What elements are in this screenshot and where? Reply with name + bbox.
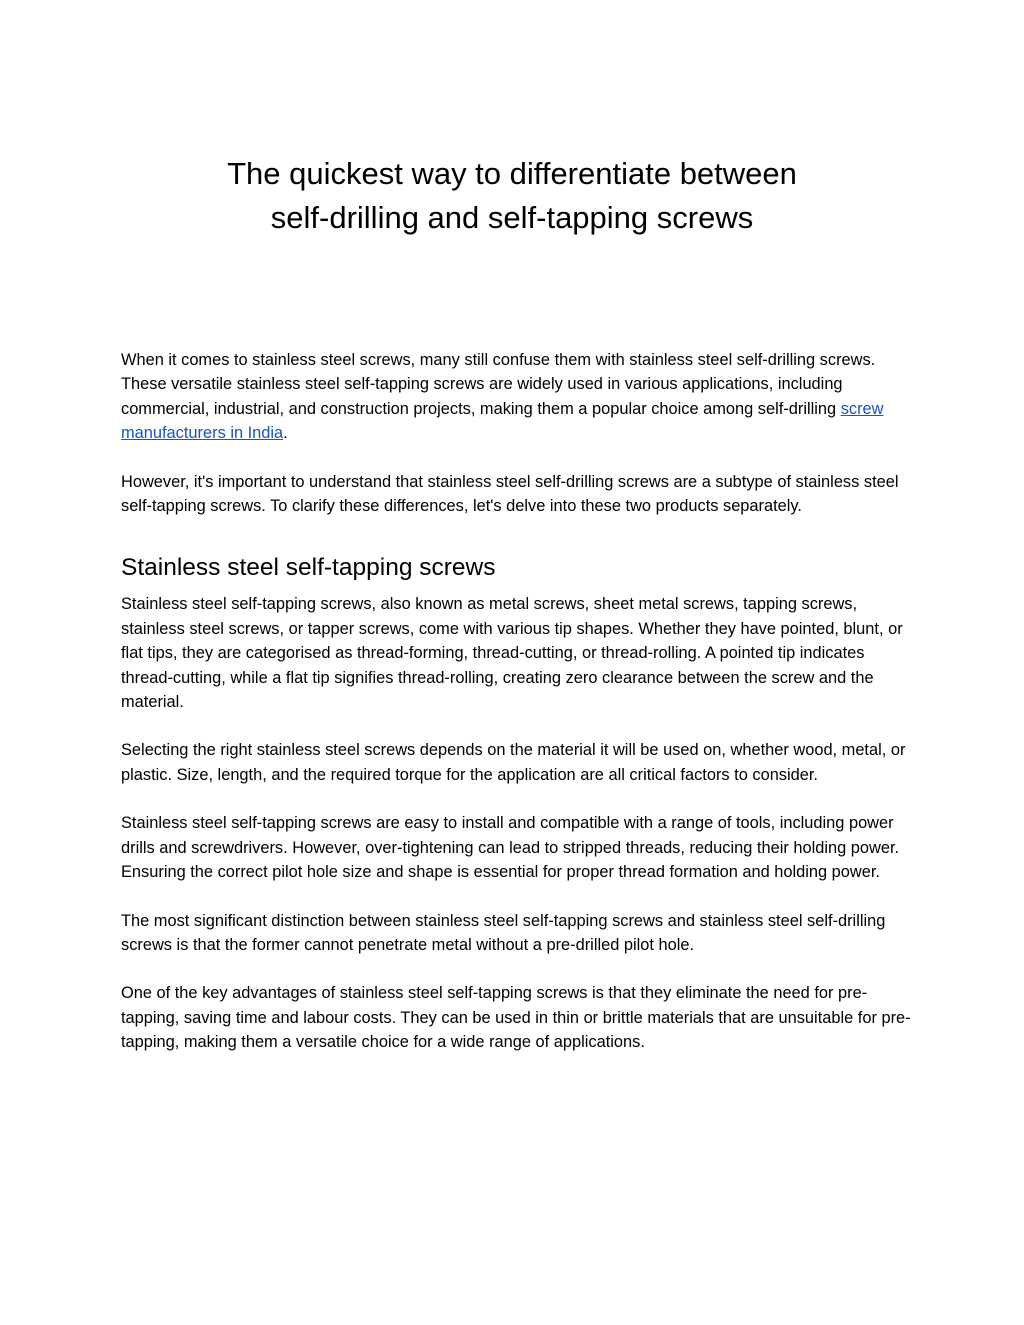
- section-paragraph-selection: Selecting the right stainless steel screws depends on the material it will be used on, whether wood, metal, or plastic. Size, length, and the required torque for the application are all critical factors to consider.: [121, 741, 906, 784]
- title-line-2: self-drilling and self-tapping screws: [270, 200, 754, 235]
- intro-text-end: .: [283, 424, 288, 443]
- document-body: [121, 348, 911, 1079]
- section-paragraph-tip-shapes: Stainless steel self-tapping screws, also known as metal screws, sheet metal screws, tapping screws, stainless steel screws, or tapper screws, come with various tip shapes. Whether they have pointed, blunt, or flat tips, they are categorised as thread-forming, thread-cutting, or thread-rolling. A pointed tip indicates thread-cutting, while a flat tip signifies thread-rolling, creating zero clearance between the screw and the material.: [121, 595, 903, 712]
- section-heading: Stainless steel self-tapping screws: [121, 554, 496, 582]
- section-paragraph-distinction: The most significant distinction between stainless steel self-tapping screws and stainless steel self-drilling screws is that the former cannot penetrate metal without a pre-drilled pilot hole.: [121, 911, 886, 954]
- section-paragraph-advantages: One of the key advantages of stainless steel self-tapping screws is that they eliminate the need for pre-tapping, saving time and labour costs. They can be used in thin or brittle materials that are unsuitable for pre-tapping, making them a versatile choice for a wide range of applications.: [121, 984, 911, 1052]
- screw-manufacturers-link[interactable]: screw manufacturers in India: [121, 399, 884, 443]
- title-line-1: The quickest way to differentiate between: [227, 156, 797, 191]
- intro-paragraph: [121, 348, 911, 446]
- document-title: [0, 152, 1024, 240]
- intro-text: When it comes to stainless steel screws, many still confuse them with stainless steel self-drilling screws. These versatile stainless steel self-tapping screws are widely used in various applications, including commercial, industrial, and construction projects, making them a popular choice among self-drilling: [121, 351, 876, 418]
- section-paragraph-installation: Stainless steel self-tapping screws are easy to install and compatible with a range of tools, including power drills and screwdrivers. However, over-tightening can lead to stripped threads, reducing their holding power. Ensuring the correct pilot hole size and shape is essential for proper thread formation and holding power.: [121, 814, 900, 882]
- paragraph-subtype: However, it's important to understand that stainless steel self-drilling screws are a subtype of stainless steel self-tapping screws. To clarify these differences, let's delve into these two products separately.: [121, 472, 899, 516]
